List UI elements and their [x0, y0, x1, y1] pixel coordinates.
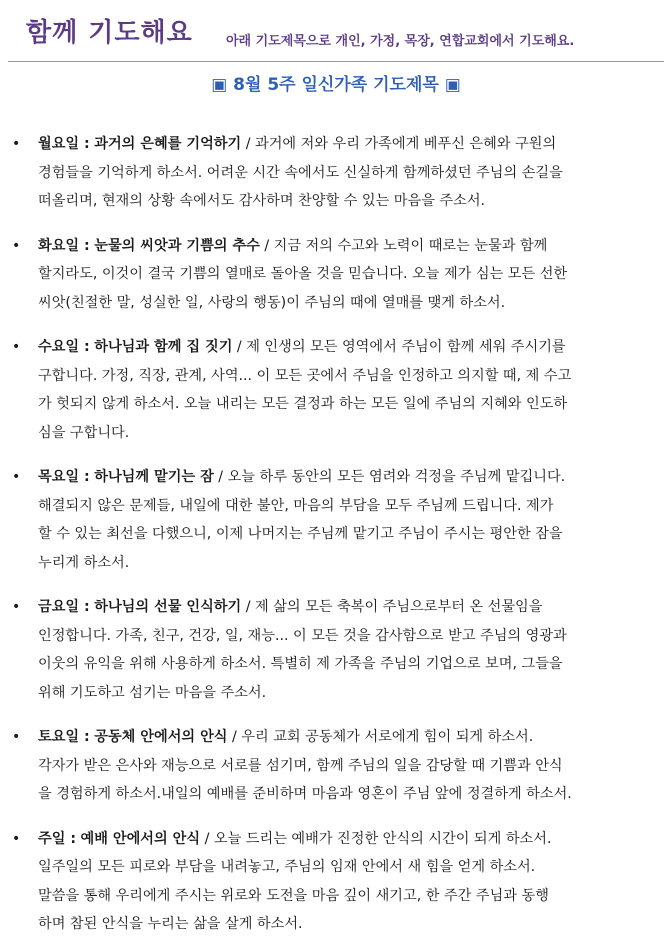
prayer-first-line	[38, 232, 668, 261]
bullet-icon: •	[12, 237, 21, 254]
prayer-theme: 하나님께 맡기는 잠	[94, 469, 214, 485]
header-divider	[8, 61, 664, 62]
prayer-theme: 하나님과 함께 집 짓기	[94, 339, 233, 355]
prayer-line: 심을 구합니다.	[38, 424, 130, 441]
prayer-line: 누리게 하소서.	[38, 554, 130, 571]
bullet-icon: •	[12, 469, 21, 485]
prayer-item-friday	[0, 593, 672, 707]
prayer-first-line	[38, 333, 668, 362]
brand-title: 함께 기도해요	[26, 18, 193, 48]
prayer-line: 말씀을 통해 우리에게 주시는 위로와 도전을 마음 깊이 새기고, 한 주간 주님과 동행	[38, 887, 549, 904]
prayer-line: 할 수 있는 최선을 다했으니, 이제 나머지는 주님께 맡기고 주님이 주시는 평안한 잠을	[38, 526, 563, 542]
prayer-lead: / 제 인생의 모든 영역에서 주님이 함께 세워 주시기를	[232, 339, 566, 355]
prayer-line: 경험들을 기억하게 하소서. 어려운 시간 속에서도 신실하게 함께하셨던 주님의 손길을	[38, 164, 563, 181]
bullet-icon: •	[12, 830, 21, 847]
header-tagline: 아래 기도제목으로 개인, 가정, 목장, 연합교회에서 기도해요.	[226, 34, 575, 49]
bullet-icon: •	[12, 729, 21, 745]
prayer-list	[0, 130, 672, 936]
day-label: 수요일 :	[38, 339, 90, 355]
page-header	[0, 0, 672, 62]
prayer-lead: / 우리 교회 공동체가 서로에게 힘이 되게 하소서.	[227, 729, 534, 745]
prayer-line: 가 헛되지 않게 하소서. 오늘 내리는 모든 결정과 하는 모든 일에 주님의 지혜와 인도하	[38, 396, 568, 412]
prayer-line: 해결되지 않은 문제들, 내일에 대한 불안, 마음의 부담을 모두 주님께 드립니다. 제가	[38, 497, 554, 514]
prayer-item-tuesday	[0, 232, 672, 318]
prayer-first-line	[38, 593, 668, 622]
day-label: 목요일 :	[38, 469, 90, 485]
prayer-first-line	[38, 723, 668, 752]
prayer-line: 인정합니다. 가족, 친구, 건강, 일, 재능... 이 모든 것을 감사함으로 받고 주님의 영광과	[38, 627, 567, 644]
prayer-theme: 눈물의 씨앗과 기쁨의 추수	[94, 237, 260, 254]
prayer-theme: 과거의 은혜를 기억하기	[94, 136, 242, 152]
prayer-line: 일주일의 모든 피로와 부담을 내려놓고, 주님의 임재 안에서 새 힘을 얻게 하소서.	[38, 859, 536, 875]
bullet-icon: •	[12, 136, 21, 152]
day-label: 주일 :	[38, 830, 77, 847]
prayer-item-saturday	[0, 723, 672, 809]
prayer-line: 씨앗(친절한 말, 성실한 일, 사랑의 행동)이 주님의 때에 열매를 맺게 하소서.	[38, 294, 506, 311]
prayer-line: 이웃의 유익을 위해 사용하게 하소서. 특별히 제 가족을 주님의 기업으로 보며, 그들을	[38, 656, 563, 672]
day-label: 토요일 :	[38, 729, 90, 745]
prayer-theme: 하나님의 선물 인식하기	[94, 599, 242, 615]
prayer-item-monday	[0, 130, 672, 216]
bullet-icon: •	[12, 599, 21, 615]
day-label: 월요일 :	[38, 136, 90, 152]
prayer-first-line	[38, 463, 668, 492]
prayer-theme: 예배 안에서의 안식	[80, 830, 201, 847]
prayer-lead: / 과거에 저와 우리 가족에게 베푸신 은혜와 구원의	[241, 136, 557, 152]
day-label: 금요일 :	[38, 599, 90, 615]
bullet-icon: •	[12, 339, 21, 355]
prayer-first-line	[38, 825, 668, 854]
prayer-line: 떠올리며, 현재의 상황 속에서도 감사하며 찬양할 수 있는 마음을 주소서.	[38, 193, 486, 209]
prayer-line: 하며 참된 안식을 누리는 삶을 살게 하소서.	[38, 916, 303, 932]
prayer-line: 구합니다. 가정, 직장, 관계, 사역... 이 모든 곳에서 주님을 인정하고 의지할 때, 제 수고	[38, 367, 572, 384]
prayer-item-thursday	[0, 463, 672, 577]
prayer-title: ▣ 8월 5주 일신가족 기도제목 ▣	[211, 75, 461, 95]
prayer-lead: / 오늘 하루 동안의 모든 염려와 걱정을 주님께 맡깁니다.	[213, 469, 566, 485]
prayer-line: 할지라도, 이것이 결국 기쁨의 열매로 돌아올 것을 믿습니다. 오늘 제가 심는 모든 선한	[38, 266, 568, 282]
prayer-line: 각자가 받은 은사와 재능으로 서로를 섬기며, 함께 주님의 일을 감당할 때 기쁨과 안식	[38, 757, 563, 774]
prayer-first-line	[38, 130, 668, 159]
prayer-lead: / 오늘 드리는 예배가 진정한 안식의 시간이 되게 하소서.	[200, 830, 552, 847]
prayer-item-wednesday	[0, 333, 672, 447]
prayer-lead: / 지금 저의 수고와 노력이 때로는 눈물과 함께	[259, 237, 548, 254]
day-label: 화요일 :	[38, 237, 90, 254]
prayer-theme: 공동체 안에서의 안식	[94, 729, 228, 745]
prayer-line: 을 경험하게 하소서.내일의 예배를 준비하며 마음과 영혼이 주님 앞에 정결하게 하소서.	[38, 786, 572, 802]
prayer-item-sunday	[0, 825, 672, 936]
prayer-lead: / 제 삶의 모든 축복이 주님으로부터 온 선물임을	[241, 599, 543, 615]
prayer-line: 위해 기도하고 섬기는 마음을 주소서.	[38, 684, 267, 701]
